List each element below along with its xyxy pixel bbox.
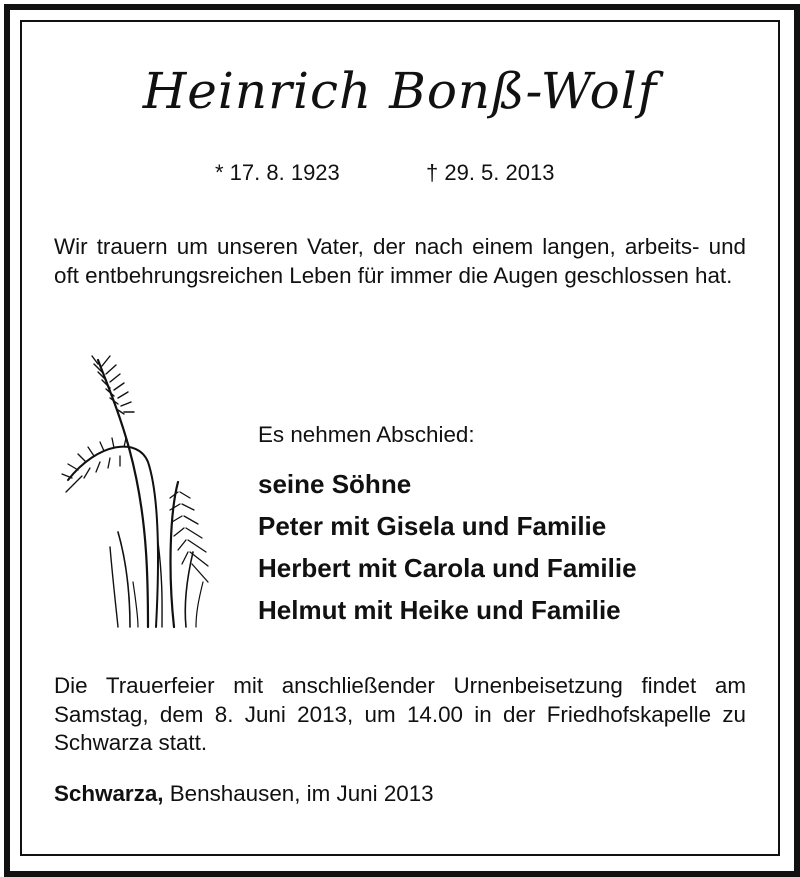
closing-place: Schwarza, bbox=[54, 781, 164, 806]
mourner-item: Herbert mit Carola und Familie bbox=[258, 553, 637, 583]
closing-line bbox=[54, 781, 434, 807]
wheat-ears-icon bbox=[58, 352, 228, 632]
mourner-item: Helmut mit Heike und Familie bbox=[258, 595, 621, 625]
birth-date: * 17. 8. 1923 bbox=[215, 160, 340, 185]
farewell-heading: Es nehmen Abschied: bbox=[258, 422, 475, 447]
mourner-item: Peter mit Gisela und Familie bbox=[258, 511, 607, 541]
deceased-name: Heinrich Bonß-Wolf bbox=[142, 62, 658, 120]
mourning-text: Wir trauern um unseren Vater, der nach einem langen, arbeits- und oft entbehrungsreichen Leben für immer die Augen geschlossen hat. bbox=[54, 234, 746, 288]
ceremony-text: Die Trauerfeier mit anschließender Urnenbeisetzung findet am Samstag, dem 8. Juni 2013, um 14.00 in der Friedhofskapelle zu Schwarza statt. bbox=[54, 673, 746, 755]
closing-rest: Benshausen, im Juni 2013 bbox=[163, 781, 434, 806]
mourners-list bbox=[258, 463, 637, 631]
mourner-item: seine Söhne bbox=[258, 469, 412, 499]
death-date: † 29. 5. 2013 bbox=[426, 160, 555, 185]
